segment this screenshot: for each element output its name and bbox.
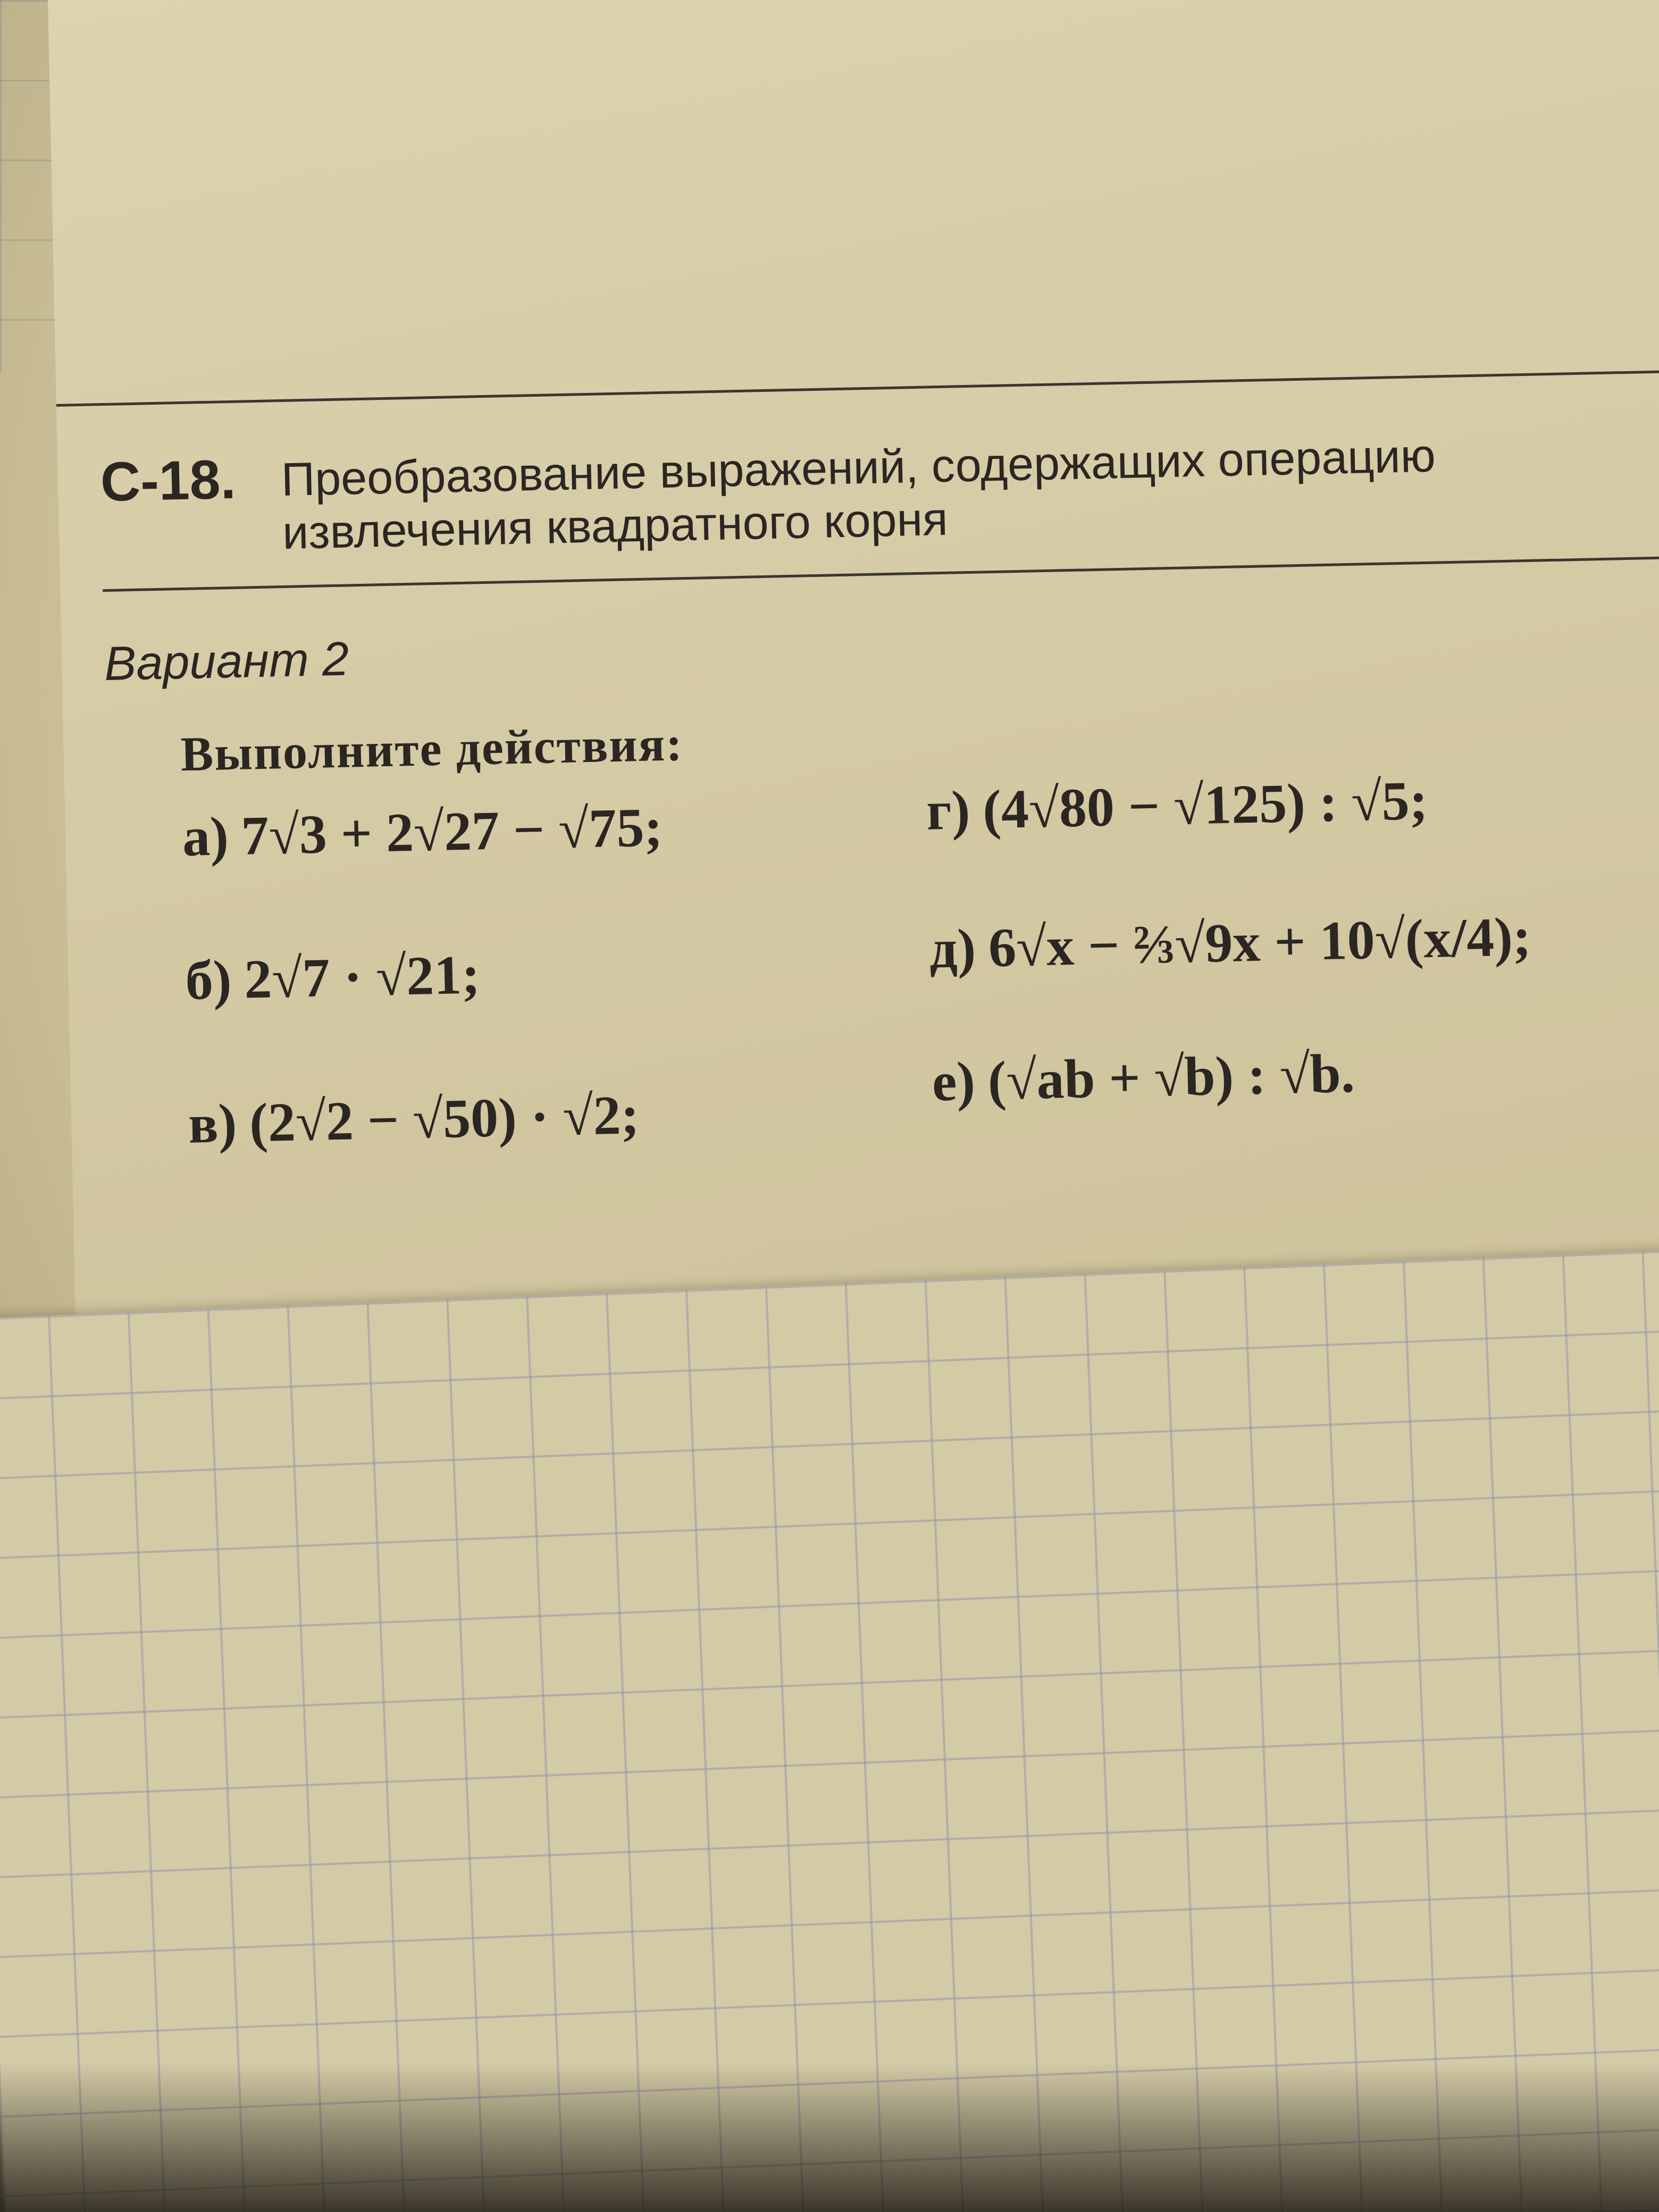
section-number: С-18. — [99, 448, 237, 514]
problem-g — [926, 769, 1428, 843]
section-title-line-2: извлечения квадратного корня — [282, 492, 949, 559]
problem-b — [185, 943, 480, 1012]
top-rule — [56, 370, 1659, 407]
problem-expression: (2√2 − √50) · √2; — [248, 1084, 640, 1154]
instruction-text: Выполните действия: — [180, 716, 684, 782]
problem-label: а) — [181, 806, 229, 868]
problem-v — [188, 1083, 640, 1156]
problem-expression: (4√80 − √125) : √5; — [982, 769, 1429, 841]
section-title-line-1: Преобразование выражений, содержащих операцию — [280, 429, 1436, 506]
worksheet-page — [48, 0, 1659, 1361]
problem-e — [932, 1042, 1355, 1114]
problem-a — [182, 795, 663, 869]
bottom-rule — [103, 556, 1659, 592]
problem-expression: 2√7 · √21; — [244, 944, 481, 1010]
problem-expression: 7√3 + 2√27 − √75; — [240, 797, 664, 867]
problem-label: в) — [188, 1093, 238, 1155]
variant-heading: Вариант 2 — [104, 632, 349, 691]
problem-expression: 6√x − ⅔√9x + 10√(x/4); — [987, 906, 1532, 979]
shadow-edge — [0, 2063, 1659, 2212]
problem-label: г) — [926, 780, 971, 842]
problem-expression: (√ab + √b) : √b. — [987, 1042, 1355, 1112]
problem-label: е) — [931, 1050, 976, 1113]
problem-label: д) — [928, 917, 977, 980]
problem-label: б) — [185, 949, 232, 1011]
problem-d — [929, 905, 1532, 981]
